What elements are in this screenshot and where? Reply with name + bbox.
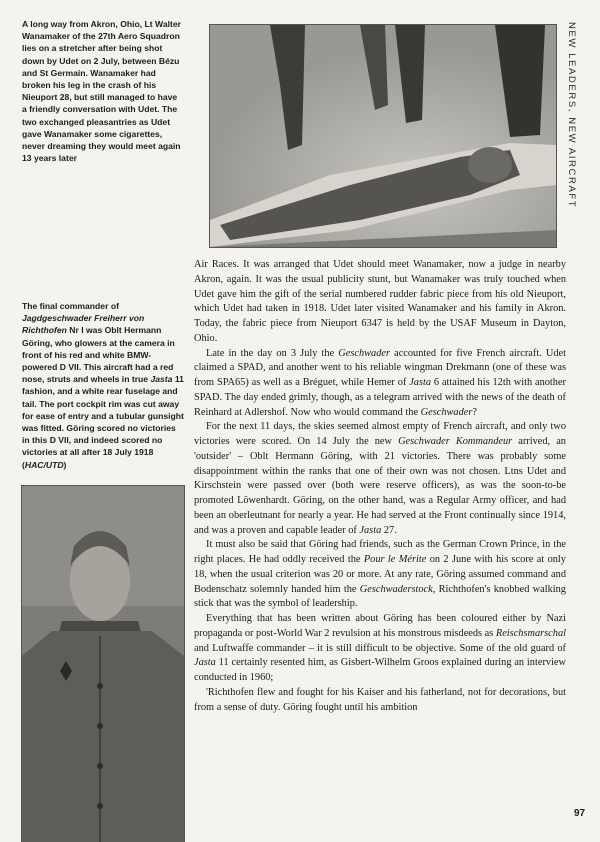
photo-caption-wanamaker: A long way from Akron, Ohio, Lt Walter Wanamaker of the 27th Aero Squadron lies on a stretcher after being shot down by Udet on 2 July, between Bézu and St Germain. Wanamaker had broken his leg in the crash of his Nieuport 28, but still managed to have a friendly conversation with Udet. The two exchanged pleasantries as Udet gave Wanamaker some cigarettes, never dreaming they would meet again 13 years later xyxy=(22,19,181,164)
caption-goring-italic-2: Jasta xyxy=(150,374,173,385)
p5-italic-d: Jasta xyxy=(194,657,216,669)
p5-text-e: 11 certainly resented him, as Gisbert-Wilhelm Groos explained during an interview conducted in 1960; xyxy=(194,657,566,683)
caption-goring-text-4: ) xyxy=(63,459,67,470)
body-paragraph-6: 'Richthofen flew and fought for his Kaiser and his fatherland, not for decorations, but from a sense of duty. Göring fought until his ambition xyxy=(194,686,566,713)
p4-text-c: on 2 June with his score at only 18, when the usual criterion was 20 or more. At any rate, Göring assumed command and Bodenschatz solemnly handed him the xyxy=(194,554,566,595)
photo-goring-portrait-image xyxy=(22,486,184,842)
body-paragraph-2 xyxy=(194,347,566,421)
caption-goring-credit: HAC/UTD xyxy=(24,459,64,470)
body-paragraph-4 xyxy=(194,538,566,612)
page-number: 97 xyxy=(574,808,586,819)
photo-wanamaker-stretcher xyxy=(209,24,557,248)
p3-text-e: 27. xyxy=(381,524,397,536)
caption-goring-text-2: Nr I was Oblt Hermann Göring, who glowers at the camera in front of his red and white BMW-powered D VII. This aircraft had a red nose, struts and wheels in true xyxy=(22,325,175,385)
p5-text-a: Everything that has been written about Göring has been coloured either by Nazi propaganda or post-World War 2 revulsion at his monstrous misdeeds as xyxy=(194,613,566,639)
p2-text-e: 6 attained his 12th with another SPAD. The day ended grimly, though, as a telegram arrived with the news of the death of Reinhard at Adlershof. Now who would command the xyxy=(194,377,566,418)
p4-italic-b: Pour le Mérite xyxy=(363,554,427,565)
caption-goring-italic-1: Jagdgeschwader Freiherr von Richthofen xyxy=(22,313,145,336)
p3-italic-d: Jasta xyxy=(359,524,382,536)
body-paragraph-1: Air Races. It was arranged that Udet should meet Wanamaker, now a judge in nearby Akron, again. It was the usual publicity stunt, but Wanamaker was truly touched when Udet gave him the gift of the serial numbered rudder fabric piece from his old Nieuport, which Udet had taken in 1918. Udet later visited Wanamaker and his family in Akron. Today, the fabric piece from Nieuport 6347 is held by the USAF Museum in Dayton, Ohio. xyxy=(194,259,566,344)
p2-text-c: accounted for five French aircraft. Udet claimed a SPAD, and another went to his reliable wingman Drekmann (one of these was from SPA65) as well as a Bréguet, while Hemer of xyxy=(194,347,567,388)
p4-text-e: Richthofen's knobbed walking stick that was the symbol of leadership. xyxy=(194,583,566,610)
photo-goring-portrait xyxy=(21,485,185,842)
p3-italic-b: Geschwader Kommandeur xyxy=(398,436,513,447)
p2-italic-b: Geschwader xyxy=(338,347,390,359)
body-paragraph-3 xyxy=(194,420,566,538)
p4-text-a: It must also be said that Göring had friends, such as the German Crown Prince, in the right places. He had oddly received the xyxy=(194,539,566,565)
p3-text-c: arrived, an 'outsider' – Oblt Hermann Göring, with 21 victories. There was probably some disappointment within the ranks that one of their own was not chosen. Ltns Udet and Kirschstein were passed over (both were reserve officers), as was the soon-to-be promoted Löwenhardt. Göring, on the other hand, was a Regular Army officer, and had been an oberleutnant for nearly a year. He had served at the Front continually since 1914, and was a proven and capable leader of xyxy=(194,436,566,536)
p2-text-a: Late in the day on 3 July the xyxy=(206,347,339,359)
photo-wanamaker-stretcher-image xyxy=(210,25,556,247)
running-head: NEW LEADERS, NEW AIRCRAFT xyxy=(566,22,577,209)
caption-goring-text-3: 11 fashion, and a white rear fuselage and tail. The port cockpit rim was cut away for ease of entry and a tubular gunsight was fitted. Göring scored no victories in this D VII, and indeed scored no victories at all after 18 July 1918 ( xyxy=(22,374,184,470)
photo-caption-goring xyxy=(22,300,184,471)
caption-goring-text-1: The final commander of xyxy=(22,301,119,311)
p2-italic-d: Jasta xyxy=(409,377,432,388)
p5-text-c: and Luftwaffe commander – it is still difficult to be objective. Some of the old guard of xyxy=(194,642,566,654)
p4-italic-d: Geschwaderstock, xyxy=(359,583,436,595)
p2-italic-f: Geschwader xyxy=(420,406,473,418)
article-body xyxy=(194,258,566,715)
p3-text-a: For the next 11 days, the skies seemed almost empty of French aircraft, and only two victories were scored. On 14 July the new xyxy=(194,421,566,447)
p5-italic-b: Reischsmarschal xyxy=(495,627,566,639)
p2-text-g: ? xyxy=(472,406,477,418)
body-paragraph-5 xyxy=(194,612,566,686)
